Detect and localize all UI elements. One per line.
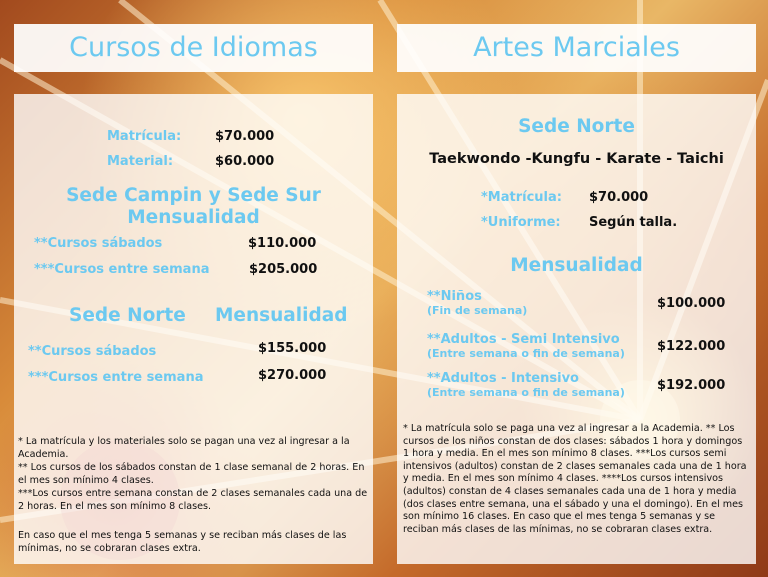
- fee-value-material: $60.000: [215, 154, 275, 169]
- artes-item-intensivo-label: **Adultos - Intensivo: [427, 371, 579, 386]
- fee-value-matricula-artes: $70.000: [589, 190, 649, 205]
- artes-item-semi-sub: (Entre semana o fin de semana): [427, 347, 625, 360]
- panel-cursos-idiomas: [14, 94, 373, 564]
- heading-sede-norte-idiomas: Sede Norte: [69, 305, 186, 326]
- notes-artes-marciales: * La matrícula solo se paga una vez al ingresar a la Academia. ** Los cursos de los niños constan de dos clases: sábados 1 hora y domingos 1 hora y media. En el mes son mínimo 8 clases. ***Los cursos semi intensivos (adultos) constan de 2 clases semanales cada una de 1 hora y media. En el mes son mínimo 4 clases. ****Los cursos intensivos (adultos) constan de 4 clases semanales cada una de 1 hora y media (dos clases entre semana, una el sábado y una el domingo). En el mes son mínimo 16 clases. En caso que el mes tenga 5 semanas y se reciban más clases de las mínimas, no se cobraran clases extra.: [403, 423, 747, 535]
- heading-mensualidad-norte-idiomas: Mensualidad: [215, 305, 348, 326]
- campin-item-semana-label: ***Cursos entre semana: [34, 262, 210, 277]
- artes-item-ninos-label: **Niños: [427, 289, 482, 304]
- norte-item-semana-value: $270.000: [258, 368, 327, 383]
- campin-item-sabados-label: **Cursos sábados: [34, 236, 163, 251]
- artes-item-semi-label: **Adultos - Semi Intensivo: [427, 332, 620, 347]
- heading-sede-norte-artes: Sede Norte: [518, 116, 635, 137]
- campin-item-sabados-value: $110.000: [248, 236, 317, 251]
- fee-label-matricula-artes: *Matrícula:: [481, 190, 562, 205]
- fee-value-uniforme: Según talla.: [589, 215, 678, 230]
- norte-item-sabados-label: **Cursos sábados: [28, 344, 157, 359]
- fee-label-uniforme: *Uniforme:: [481, 215, 561, 230]
- fee-value-matricula: $70.000: [215, 129, 275, 144]
- title-cursos-idiomas: Cursos de Idiomas: [14, 24, 373, 72]
- note-idiomas-2: ** Los cursos de los sábados constan de 1 clase semanal de 2 horas. En el mes son mínimo 4 clases.: [18, 462, 365, 486]
- artes-item-intensivo-value: $192.000: [657, 378, 726, 393]
- note-idiomas-4: En caso que el mes tenga 5 semanas y se reciban más clases de las mínimas, no se cobraran clases extra.: [18, 530, 347, 554]
- disciplines-list: Taekwondo -Kungfu - Karate - Taichi: [429, 151, 724, 167]
- title-artes-marciales: Artes Marciales: [397, 24, 756, 72]
- panel-artes-marciales: [397, 94, 756, 564]
- heading-sede-campin-sur: Sede Campin y Sede Sur: [66, 185, 321, 206]
- artes-item-ninos-sub: (Fin de semana): [427, 304, 528, 317]
- norte-item-semana-label: ***Cursos entre semana: [28, 370, 204, 385]
- note-idiomas-3: ***Los cursos entre semana constan de 2 clases semanales cada una de 2 horas. En el mes son mínimo 8 clases.: [18, 488, 368, 512]
- artes-item-intensivo-sub: (Entre semana o fin de semana): [427, 386, 625, 399]
- fee-label-matricula: Matrícula:: [107, 129, 182, 144]
- artes-item-semi-value: $122.000: [657, 339, 726, 354]
- artes-item-ninos-value: $100.000: [657, 296, 726, 311]
- fee-label-material: Material:: [107, 154, 174, 169]
- norte-item-sabados-value: $155.000: [258, 341, 327, 356]
- campin-item-semana-value: $205.000: [249, 262, 318, 277]
- note-idiomas-1: * La matrícula y los materiales solo se pagan una vez al ingresar a la Academia.: [18, 436, 350, 460]
- heading-mensualidad-artes: Mensualidad: [510, 255, 643, 276]
- heading-mensualidad-campin: Mensualidad: [127, 207, 260, 228]
